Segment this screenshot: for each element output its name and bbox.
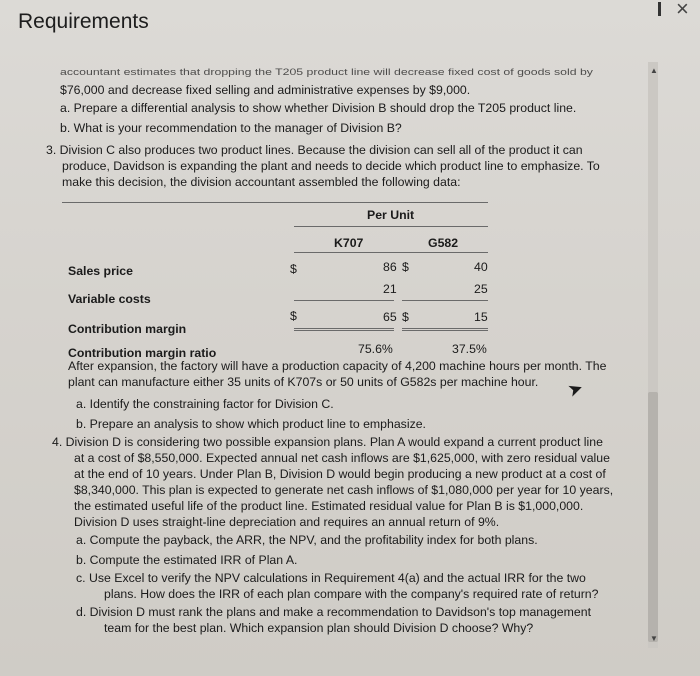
double-rule (294, 330, 394, 331)
text-line: at the end of 10 years. Under Plan B, Division D would begin producing a new product at a cost of (74, 467, 606, 481)
text-line: team for the best plan. Which expansion plan should Division D choose? Why? (104, 621, 534, 635)
cell-sales-g582: 40 (474, 260, 488, 274)
row-label-cm: Contribution margin (68, 322, 187, 336)
cell-cmr-g582: 37.5% (452, 342, 487, 356)
requirements-content (44, 62, 648, 648)
text-line: c. Use Excel to verify the NPV calculations in Requirement 4(a) and the actual IRR for the two (76, 571, 586, 585)
text-line: at a cost of $8,550,000. Expected annual net cash inflows are $1,625,000, with zero residual value (74, 451, 610, 465)
cell-cm-g582: 15 (474, 310, 488, 324)
dollar-sign: $ (402, 260, 409, 274)
cell-cm-k707: 65 (383, 310, 397, 324)
text-line: d. Division D must rank the plans and make a recommendation to Davidson's top management (76, 605, 591, 619)
text-line: $76,000 and decrease fixed selling and administrative expenses by $9,000. (60, 83, 471, 97)
row-label-sales: Sales price (68, 264, 133, 278)
text-line: a. Identify the constraining factor for Division C. (76, 397, 334, 411)
double-rule (402, 328, 488, 329)
mouse-cursor-icon: ➤ (564, 377, 586, 402)
sum-rule (294, 300, 394, 301)
text-line: b. What is your recommendation to the manager of Division B? (60, 121, 402, 135)
header-rule (294, 226, 488, 227)
cell-var-k707: 21 (383, 282, 397, 296)
text-line: Division D uses straight-line depreciation and requires an annual return of 9%. (74, 515, 500, 529)
dollar-sign: $ (290, 262, 297, 276)
table-top-rule (62, 202, 488, 203)
row-label-variable: Variable costs (68, 292, 151, 306)
text-line: a. Prepare a differential analysis to show whether Division B should drop the T205 product line. (60, 101, 577, 115)
scroll-up-arrow-icon[interactable]: ▲ (650, 66, 658, 75)
row-label-cmr: Contribution margin ratio (68, 346, 217, 360)
sum-rule (402, 300, 488, 301)
text-line: make this decision, the division accountant assembled the following data: (62, 175, 461, 189)
text-line: plans. How does the IRR of each plan compare with the company's required rate of return? (104, 587, 599, 601)
scroll-down-arrow-icon[interactable]: ▼ (650, 634, 658, 643)
text-line: b. Compute the estimated IRR of Plan A. (76, 553, 298, 567)
col-g582-header: G582 (428, 236, 459, 250)
text-line: a. Compute the payback, the ARR, the NPV, and the profitability index for both plans. (76, 533, 538, 547)
text-line: b. Prepare an analysis to show which product line to emphasize. (76, 417, 426, 431)
scrollbar-thumb[interactable] (648, 392, 658, 642)
text-line: accountant estimates that dropping the T205 product line will decrease fixed cost of goods sold by (60, 66, 593, 78)
dollar-sign: $ (402, 310, 409, 324)
cell-sales-k707: 86 (383, 260, 397, 274)
text-line: 3. Division C also produces two product lines. Because the division can sell all of the product it can (46, 143, 583, 157)
double-rule (294, 328, 394, 329)
text-line: 4. Division D is considering two possible expansion plans. Plan A would expand a current product line (52, 435, 603, 449)
text-line: produce, Davidson is expanding the plant and needs to decide which product line to emphasize. To (62, 159, 600, 173)
dollar-sign: $ (290, 309, 297, 323)
close-icon[interactable]: × (676, 0, 689, 21)
dialog-title: Requirements (18, 10, 149, 33)
text-line: plant can manufacture either 35 units of K707s or 50 units of G582s per machine hour. (68, 375, 539, 389)
subheader-rule (294, 252, 488, 253)
minimize-icon[interactable] (658, 2, 661, 16)
text-line: $8,340,000. This plan is expected to generate net cash inflows of $1,080,000 per year for 10 years, (74, 483, 614, 497)
double-rule (402, 330, 488, 331)
text-line: the estimated useful life of the product line. Estimated residual value for Plan B is $1,000,000. (74, 499, 584, 513)
cell-var-g582: 25 (474, 282, 488, 296)
col-k707-header: K707 (334, 236, 364, 250)
text-line: After expansion, the factory will have a production capacity of 4,200 machine hours per month. The (68, 359, 607, 373)
per-unit-header: Per Unit (367, 208, 415, 222)
cell-cmr-k707: 75.6% (358, 342, 393, 356)
